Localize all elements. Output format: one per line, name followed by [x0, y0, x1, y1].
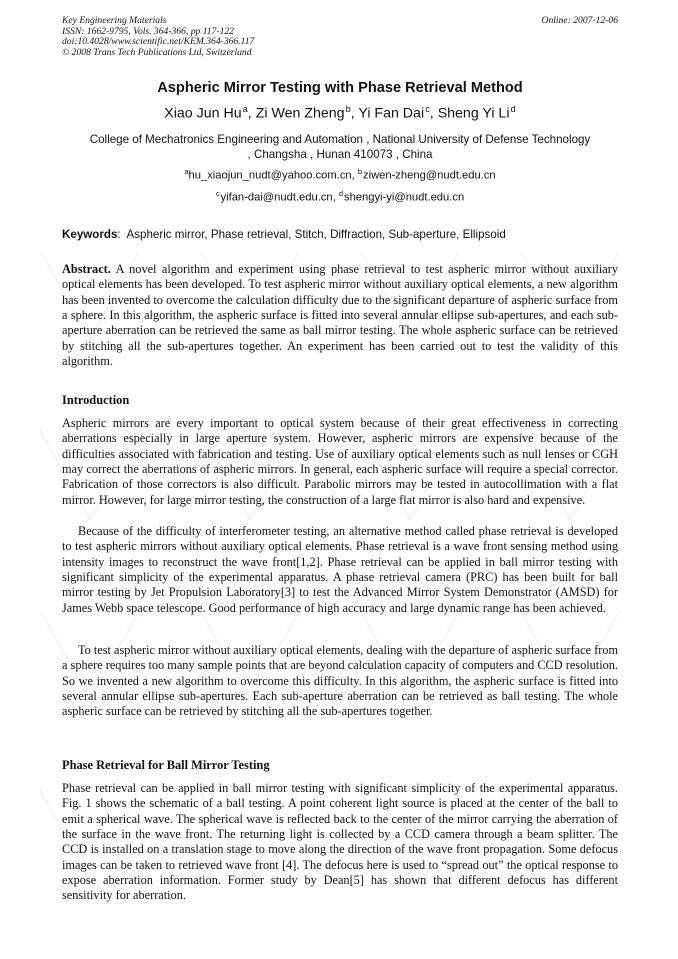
keywords-line: [62, 228, 618, 241]
email-sup: b: [357, 167, 363, 176]
email-address: hu_xiaojun_nudt@yahoo.com.cn,: [188, 169, 355, 182]
author-name: Xiao Jun Hu: [164, 105, 242, 122]
introduction-heading: Introduction: [62, 393, 130, 407]
email-sup: a: [184, 167, 189, 176]
issn-line: ISSN: 1662-9795, Vols. 364-366, pp 117-122: [62, 25, 234, 37]
introduction-paragraph-2: Because of the difficulty of interferometer testing, an alternative method called phase retrieval is developed to test aspheric mirrors without auxiliary optical elements. Phase retrieval is a wave front sensing method using intensity images to reconstruct the wave front[1,2]. Phase retrieval can be applied in ball mirror testing with significant simplicity of the experimental apparatus. A phase retrieval camera (PRC) has been built for ball mirror testing by Jet Propulsion Laboratory[3] to test the Advanced Mirror System Demonstrator (AMSD) for James Webb space telescope. Good performance of high accuracy and large dynamic range has been achieved.: [62, 524, 618, 615]
author-sup: d: [510, 104, 516, 114]
abstract-text: A novel algorithm and experiment using phase retrieval to test aspheric mirror without auxiliary optical elements has been developed. To test aspheric mirror without auxiliary optical elements, a new algorithm has been invented to overcome the calculation difficulty due to the significant departure of aspheric surface from a sphere. In this algorithm, the aspheric surface is fitted into several annular ellipse sub-apertures, and each sub-aperture aberration can be retrieved the same as ball mirror testing. The whole aspheric surface can be retrieved by stitching all the sub-apertures together. An experiment has been carried out to test the validity of this algorithm.: [62, 262, 618, 369]
introduction-paragraph-1: Aspheric mirrors are every important to optical system because of their great effectiveness in correcting aberrations especially in large aperture system. However, aspheric mirrors are expensive because of the difficulties associated with fabrication and testing. Use of auxiliary optical elements such as null lenses or CGH may correct the aberrations of aspheric mirrors. In general, each aspheric surface will require a special corrector. Fabrication of those correctors is also difficult. Parabolic mirrors may be tested in autocollimation with a flat mirror. However, for large mirror testing, the construction of a large flat mirror is also hard and expensive.: [62, 416, 618, 507]
affiliation: [62, 132, 618, 162]
email-sup: c: [215, 189, 220, 198]
journal-name: Key Engineering Materials: [62, 15, 167, 26]
affiliation-line: College of Mechatronics Engineering and Automation , National University of Defense Technology: [89, 133, 591, 146]
phase-retrieval-paragraph: Phase retrieval can be applied in ball mirror testing with significant simplicity of the experimental apparatus. Fig. 1 shows the schematic of a ball testing. A point coherent light source is placed at the center of the ball to emit a spherical wave. The spherical wave is reflected back to the center of the mirror carrying the aberration of the surface in the wave front. The returning light is collected by a CCD camera through a beam splitter. The CCD is installed on a translation stage to move along the direction of the wave front propagation. Some defocus images can be taken to retrieved wave front [4]. The defocus here is used to “spread out” the optical response to expose aberration information. Former study by Dean[5] has shown that different defocus has different sensitivity for aberration.: [62, 781, 618, 903]
author-name: Yi Fan Dai: [358, 105, 425, 122]
keywords-text: Aspheric mirror, Phase retrieval, Stitch, Diffraction, Sub-aperture, Ellipsoid: [126, 228, 506, 241]
author-sup: b: [345, 104, 351, 114]
email-address: yifan-dai@nudt.edu.cn,: [220, 191, 336, 204]
phase-retrieval-heading: Phase Retrieval for Ball Mirror Testing: [62, 758, 270, 772]
journal-header: [62, 16, 618, 58]
email-address: ziwen-zheng@nudt.edu.cn: [362, 169, 496, 182]
doi-line: doi:10.4028/www.scientific.net/KEM.364-366.117: [62, 36, 255, 48]
online-date: Online: 2007-12-06: [541, 15, 618, 26]
copyright-line: © 2008 Trans Tech Publications Ltd, Switzerland: [62, 46, 252, 58]
introduction-paragraph-3: To test aspheric mirror without auxiliary optical elements, dealing with the departure of aspheric surface from a sphere requires too many sample points that are beyond calculation capacity of computers and CCD resolution. So we invented a new algorithm to overcome this difficulty. In this algorithm, the aspheric surface is fitted into several annular ellipse sub-apertures. Each sub-aperture aberration can be retrieved as ball testing. The whole aspheric surface can be retrieved by stitching all the sub-apertures together.: [62, 643, 619, 719]
email-line-2: [62, 189, 618, 204]
paper-title: Aspheric Mirror Testing with Phase Retrieval Method: [157, 80, 523, 96]
email-line-1: [62, 167, 618, 182]
keywords-colon: :: [117, 228, 121, 241]
abstract-label: Abstract.: [62, 262, 111, 276]
author-name: Sheng Yi Li: [437, 105, 510, 122]
author-sup: c: [425, 104, 430, 114]
abstract-paragraph: [62, 262, 618, 369]
author-sup: a: [242, 104, 248, 114]
email-sup: d: [338, 189, 344, 198]
author-name: Zi Wen Zheng: [255, 105, 345, 122]
keywords-label: Keywords: [62, 228, 118, 241]
author-list: Xiao Jun Hu $^a$, Zi Wen Zheng $^b$, Yi Fan Dai $^c$, Sheng Yi Li $^d$: [164, 104, 516, 122]
affiliation-line: , Changsha , Hunan 410073 , China: [247, 148, 433, 161]
email-address: shengyi-yi@nudt.edu.cn: [343, 191, 465, 204]
